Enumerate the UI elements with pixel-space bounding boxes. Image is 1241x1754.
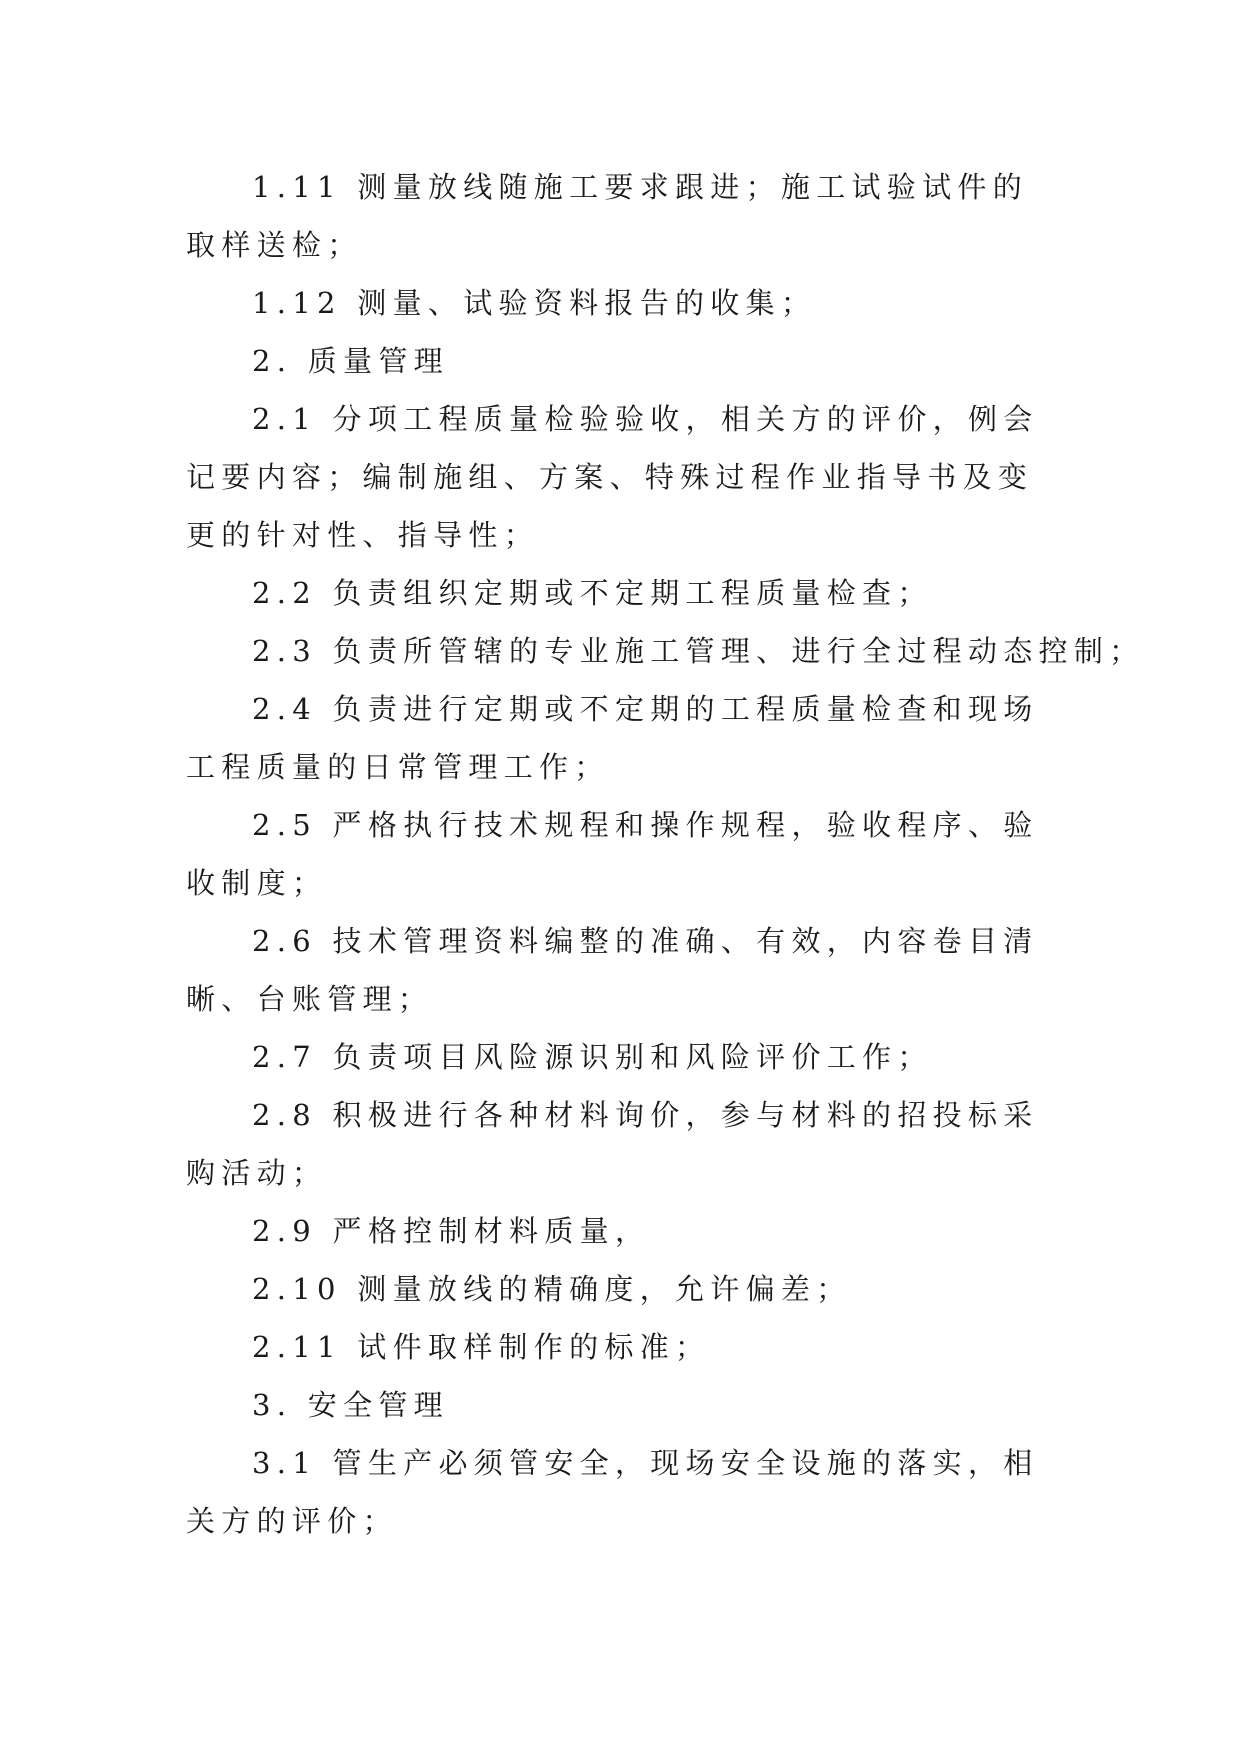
- section-heading-quality: 2. 质量管理: [252, 344, 449, 378]
- paragraph-2-6: 2.6 技术管理资料编整的准确、有效，内容卷目清晰、台账管理；: [186, 924, 1039, 1016]
- paragraph-2-8: 2.8 积极进行各种材料询价，参与材料的招投标采购活动；: [186, 1098, 1039, 1190]
- paragraph-2-2: 2.2 负责组织定期或不定期工程质量检查；: [252, 576, 933, 610]
- paragraph-2-4: 2.4 负责进行定期或不定期的工程质量检查和现场工程质量的日常管理工作；: [186, 692, 1039, 784]
- paragraph-2-11: 2.11 试件取样制作的标准；: [252, 1330, 711, 1364]
- paragraph-2-10: 2.10 测量放线的精确度，允许偏差；: [252, 1272, 852, 1306]
- paragraph-1-11: 1.11 测量放线随施工要求跟进；施工试验试件的取样送检；: [186, 170, 1028, 262]
- paragraph-1-12: 1.12 测量、试验资料报告的收集；: [252, 286, 817, 320]
- section-heading-safety: 3. 安全管理: [252, 1388, 449, 1422]
- paragraph-2-7: 2.7 负责项目风险源识别和风险评价工作；: [252, 1040, 933, 1074]
- paragraph-2-1: 2.1 分项工程质量检验验收，相关方的评价，例会记要内容；编制施组、方案、特殊过程作业指导书及变更的针对性、指导性；: [186, 402, 1039, 552]
- paragraph-2-5: 2.5 严格执行技术规程和操作规程，验收程序、验收制度；: [186, 808, 1039, 900]
- document-body: [186, 158, 1145, 1550]
- paragraph-3-1: 3.1 管生产必须管安全，现场安全设施的落实，相关方的评价；: [186, 1446, 1039, 1538]
- paragraph-2-3: 2.3 负责所管辖的专业施工管理、进行全过程动态控制；: [252, 634, 1145, 668]
- paragraph-2-9: 2.9 严格控制材料质量，: [252, 1214, 651, 1248]
